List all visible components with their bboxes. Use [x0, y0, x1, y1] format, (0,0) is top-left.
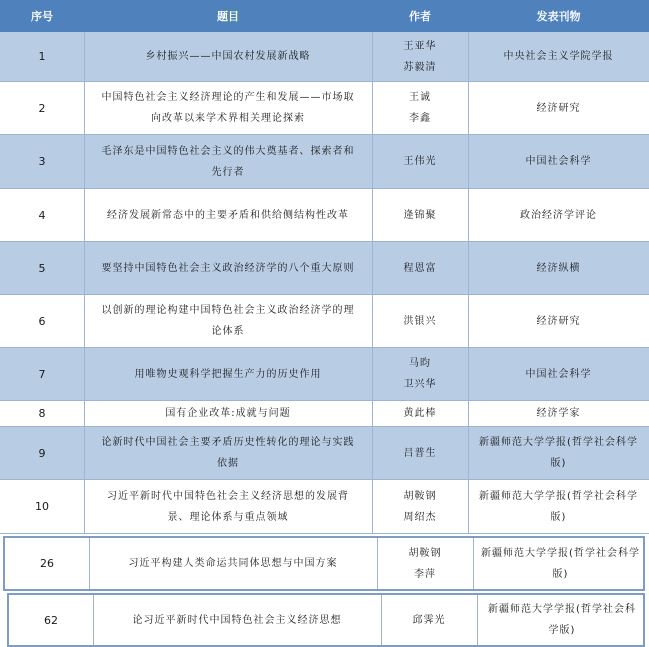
table-row: [0, 348, 649, 401]
row-title: 中国特色社会主义经济理论的产生和发展——市场取向改革以来学术界相关理论探索: [101, 92, 355, 124]
row-no: 5: [38, 261, 46, 275]
author-name: 李鑫: [409, 113, 431, 124]
author-name: 卫兴华: [403, 379, 437, 390]
row-journal: 新疆师范大学学报(哲学社会科学版): [481, 547, 640, 580]
row-no: 10: [35, 500, 49, 513]
table-row: [0, 189, 649, 242]
table-row: [7, 593, 645, 647]
row-title: 论习近平新时代中国特色社会主义经济思想: [132, 614, 342, 626]
author-name: 王伟光: [403, 156, 437, 167]
row-journal: 政治经济学评论: [520, 209, 597, 221]
table-row: [0, 32, 649, 82]
row-title: 论新时代中国社会主要矛盾历史性转化的理论与实践依据: [101, 437, 355, 469]
author-name: 李萍: [414, 568, 436, 580]
author-name: 程恩富: [403, 262, 437, 274]
author-name: 王诚: [409, 92, 431, 103]
header-no: 序号: [31, 9, 53, 23]
row-authors: [372, 189, 468, 241]
row-title: 习近平构建人类命运共同体思想与中国方案: [128, 558, 338, 569]
row-journal: 经济纵横: [536, 262, 581, 274]
row-no: 7: [38, 367, 46, 381]
author-name: 马昀: [409, 358, 431, 369]
row-no: 62: [44, 613, 58, 627]
row-title: 习近平新时代中国特色社会主义经济思想的发展背景、理论体系与重点领域: [107, 490, 349, 523]
row-no: 2: [38, 101, 46, 115]
row-no: 9: [38, 446, 46, 460]
author-name: 邱霁光: [412, 614, 446, 626]
table-row: [0, 401, 649, 427]
row-authors: [372, 242, 468, 294]
author-name: 苏毅清: [403, 61, 437, 73]
row-no: 26: [40, 557, 54, 570]
header-author: 作者: [409, 9, 431, 23]
row-journal: 新疆师范大学学报(哲学社会科学版): [479, 437, 638, 469]
row-journal: 中国社会科学: [525, 368, 592, 380]
row-authors: [372, 427, 468, 479]
author-name: 胡鞍钢: [403, 490, 437, 502]
row-title: 乡村振兴——中国农村发展新战略: [145, 51, 311, 62]
author-name: 逄锦聚: [403, 209, 437, 221]
row-authors: [372, 295, 468, 347]
header-title: 题目: [217, 9, 239, 23]
row-no: 8: [38, 407, 46, 420]
row-authors: [372, 348, 468, 400]
author-name: 胡鞍钢: [408, 547, 442, 559]
row-authors: [372, 82, 468, 134]
row-no: 3: [38, 155, 46, 168]
table-row: [0, 82, 649, 135]
row-authors: [381, 595, 477, 645]
row-authors: [372, 32, 468, 81]
table-row: [3, 536, 645, 591]
row-authors: [372, 401, 468, 426]
table-header: [0, 0, 649, 32]
author-name: 黄此棒: [403, 408, 437, 419]
row-title: 用唯物史观科学把握生产力的历史作用: [134, 368, 322, 380]
author-name: 吕普生: [403, 447, 437, 459]
table-row: [0, 427, 649, 480]
row-no: 1: [38, 50, 46, 63]
row-authors: [372, 480, 468, 533]
header-journal: 发表刊物: [536, 9, 581, 23]
row-no: 4: [38, 208, 46, 222]
row-title: 经济发展新常态中的主要矛盾和供给侧结构性改革: [107, 209, 349, 221]
row-journal: 新疆师范大学学报(哲学社会科学版): [488, 604, 636, 636]
row-journal: 中央社会主义学院学报: [503, 51, 614, 62]
table-row: [0, 242, 649, 295]
row-title: 要坚持中国特色社会主义政治经济学的八个重大原则: [101, 262, 355, 274]
row-title: 以创新的理论构建中国特色社会主义政治经济学的理论体系: [101, 305, 355, 337]
row-journal: 经济研究: [536, 102, 581, 114]
table-row: [0, 480, 649, 534]
row-journal: 新疆师范大学学报(哲学社会科学版): [479, 490, 638, 523]
row-title: 毛泽东是中国特色社会主义的伟大奠基者、探索者和先行者: [101, 145, 355, 178]
table-row: [0, 135, 649, 189]
row-journal: 经济研究: [536, 315, 581, 327]
author-name: 王亚华: [403, 40, 437, 52]
table-row: [0, 295, 649, 348]
row-journal: 经济学家: [536, 408, 581, 419]
row-title: 国有企业改革:成就与问题: [165, 408, 291, 419]
row-authors: [377, 538, 473, 589]
author-name: 洪银兴: [403, 315, 437, 327]
author-name: 周绍杰: [403, 511, 437, 523]
row-no: 6: [38, 314, 46, 328]
row-journal: 中国社会科学: [525, 156, 592, 167]
row-authors: [372, 135, 468, 188]
